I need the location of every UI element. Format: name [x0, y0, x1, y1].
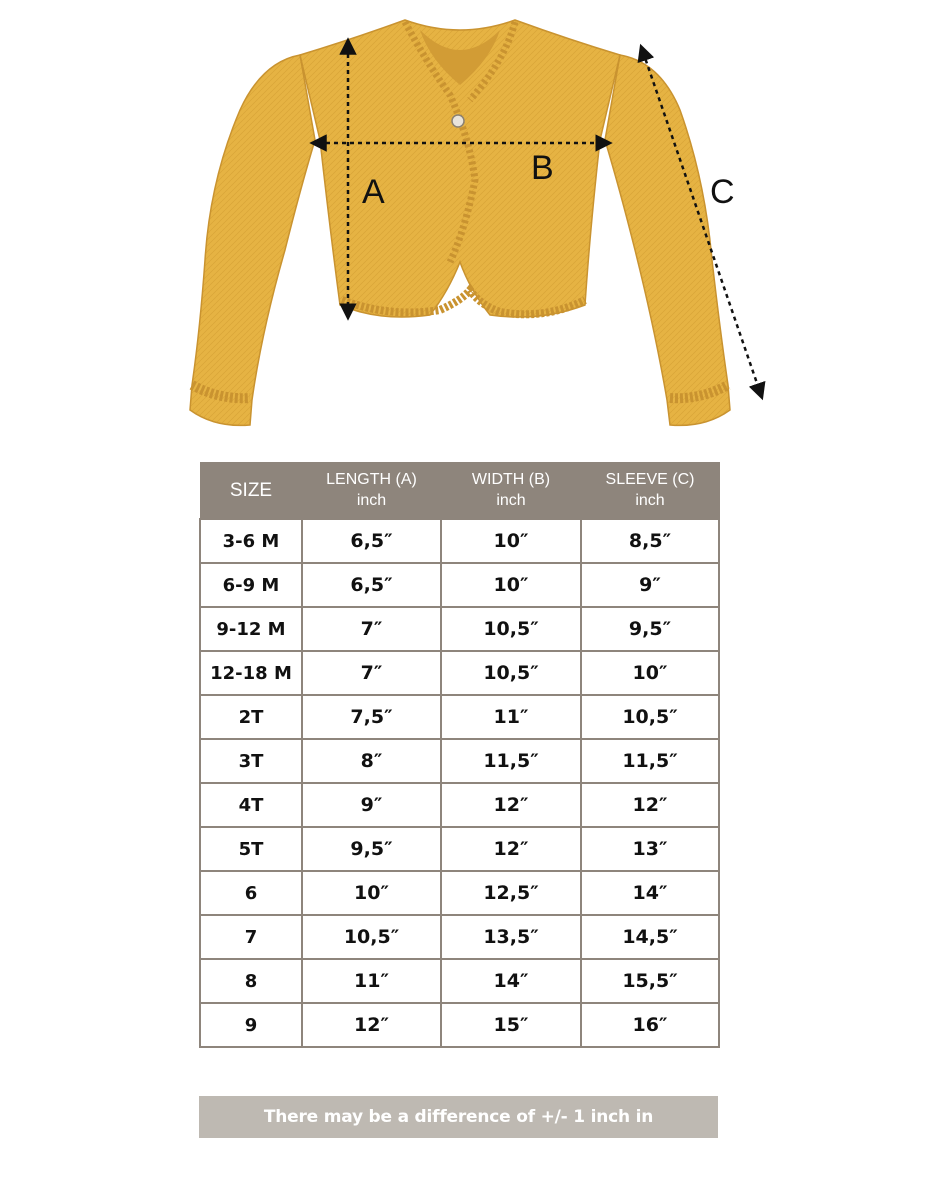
table-body [200, 519, 719, 1047]
width-cell: 12″ [441, 783, 581, 827]
sleeve-cell: 15,5″ [581, 959, 719, 1003]
sleeve-cell: 11,5″ [581, 739, 719, 783]
table-row [200, 783, 719, 827]
length-cell: 7″ [302, 607, 441, 651]
table-row [200, 959, 719, 1003]
width-cell: 14″ [441, 959, 581, 1003]
size-chart-table [199, 462, 720, 1048]
cardigan-body [190, 20, 730, 425]
size-cell: 9 [200, 1003, 302, 1047]
header-sleeve: SLEEVE (C) inch [581, 462, 719, 519]
size-cell: 6-9 M [200, 563, 302, 607]
table-row [200, 695, 719, 739]
sleeve-cell: 14″ [581, 871, 719, 915]
length-cell: 7″ [302, 651, 441, 695]
label-a: A [362, 173, 385, 211]
label-b: B [531, 149, 554, 187]
width-cell: 12,5″ [441, 871, 581, 915]
sleeve-cell: 16″ [581, 1003, 719, 1047]
size-cell: 4T [200, 783, 302, 827]
table-row [200, 739, 719, 783]
table-row [200, 563, 719, 607]
sleeve-cell: 8,5″ [581, 519, 719, 563]
size-cell: 6 [200, 871, 302, 915]
size-cell: 12-18 M [200, 651, 302, 695]
table-header-row [200, 462, 719, 519]
width-cell: 13,5″ [441, 915, 581, 959]
table-row [200, 607, 719, 651]
width-cell: 11,5″ [441, 739, 581, 783]
header-width: WIDTH (B) inch [441, 462, 581, 519]
sleeve-cell: 12″ [581, 783, 719, 827]
width-cell: 10,5″ [441, 607, 581, 651]
width-cell: 10″ [441, 519, 581, 563]
size-cell: 3T [200, 739, 302, 783]
length-cell: 10,5″ [302, 915, 441, 959]
length-cell: 6,5″ [302, 563, 441, 607]
length-cell: 10″ [302, 871, 441, 915]
size-cell: 7 [200, 915, 302, 959]
sleeve-cell: 9″ [581, 563, 719, 607]
table-row [200, 651, 719, 695]
sleeve-cell: 9,5″ [581, 607, 719, 651]
width-cell: 10″ [441, 563, 581, 607]
measurement-footnote: There may be a difference of +/- 1 inch in measurements [199, 1096, 718, 1138]
table-row [200, 519, 719, 563]
width-cell: 11″ [441, 695, 581, 739]
table-row [200, 827, 719, 871]
length-cell: 8″ [302, 739, 441, 783]
sleeve-cell: 13″ [581, 827, 719, 871]
sleeve-cell: 14,5″ [581, 915, 719, 959]
header-size: SIZE [200, 462, 302, 519]
sleeve-cell: 10″ [581, 651, 719, 695]
header-length: LENGTH (A) inch [302, 462, 441, 519]
width-cell: 10,5″ [441, 651, 581, 695]
length-cell: 6,5″ [302, 519, 441, 563]
sleeve-cell: 10,5″ [581, 695, 719, 739]
size-cell: 8 [200, 959, 302, 1003]
length-cell: 9,5″ [302, 827, 441, 871]
length-cell: 9″ [302, 783, 441, 827]
width-cell: 12″ [441, 827, 581, 871]
size-cell: 3-6 M [200, 519, 302, 563]
size-cell: 2T [200, 695, 302, 739]
length-cell: 7,5″ [302, 695, 441, 739]
size-cell: 9-12 M [200, 607, 302, 651]
length-cell: 11″ [302, 959, 441, 1003]
table-row [200, 915, 719, 959]
length-cell: 12″ [302, 1003, 441, 1047]
width-cell: 15″ [441, 1003, 581, 1047]
label-c: C [710, 173, 735, 211]
cardigan-illustration [0, 0, 925, 450]
table-row [200, 871, 719, 915]
table-row [200, 1003, 719, 1047]
size-cell: 5T [200, 827, 302, 871]
